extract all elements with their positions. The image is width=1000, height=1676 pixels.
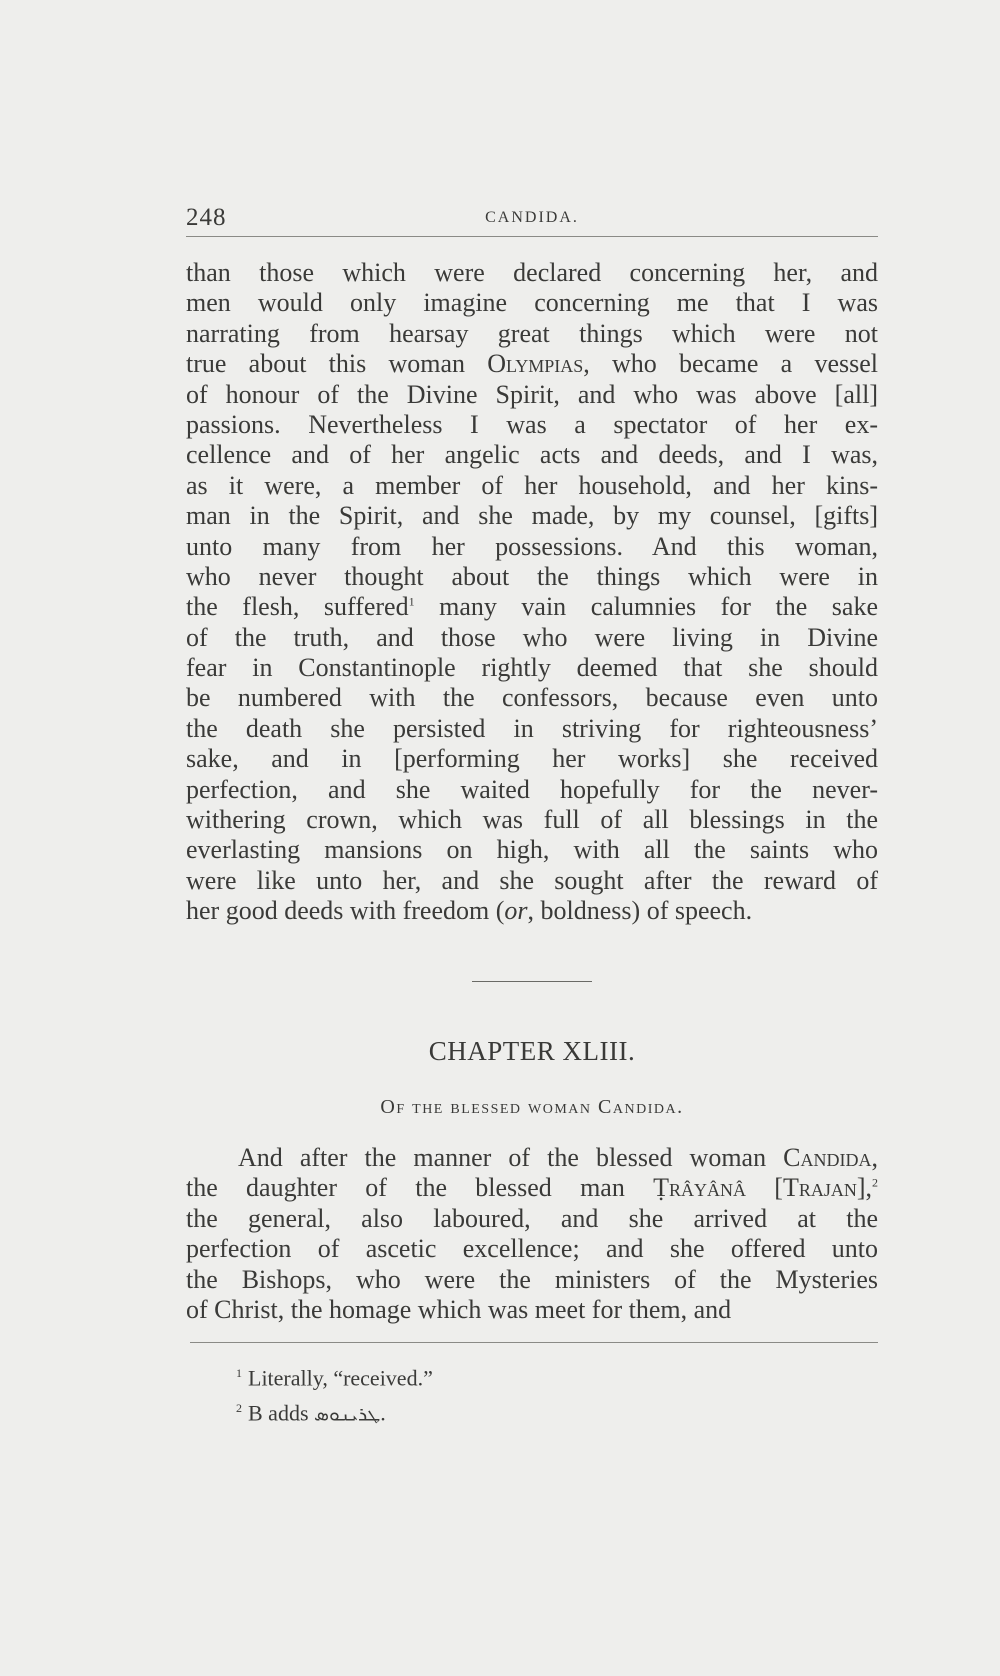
text-line: the death she persisted in striving for righteousness’ [186, 713, 878, 743]
text-line: withering crown, which was full of all blessings in the [186, 805, 878, 835]
text-line: sake, and in [performing her works] she received [186, 744, 878, 774]
footnote-end: . [380, 1400, 386, 1426]
running-head: CANDIDA. [485, 209, 579, 226]
text-line: perfection of ascetic excellence; and she offered unto [186, 1234, 878, 1264]
page-header [186, 202, 878, 237]
text-line: unto many from her possessions. And this woman, [186, 531, 878, 561]
chapter-title: CHAPTER XLIII. [428, 1036, 636, 1066]
text-line: true about this woman Olympias, who became a vessel [186, 349, 878, 379]
text-line: fear in Constantinople rightly deemed that she should [186, 653, 878, 683]
text-line: of honour of the Divine Spirit, and who was above [all] [186, 379, 878, 409]
text-line: And after the manner of the blessed woman Candida, [186, 1143, 878, 1172]
text-line: her good deeds with freedom (or, boldness) of speech. [186, 896, 753, 926]
text-line: as it were, a member of her household, and her kins- [186, 470, 878, 500]
text-line: man in the Spirit, and she made, by my counsel, [gifts] [186, 501, 878, 531]
text-line: cellence and of her angelic acts and deeds, and I was, [186, 440, 878, 470]
footnote-mark: 1 [236, 1366, 242, 1380]
text-line: of Christ, the homage which was meet for them, and [186, 1294, 732, 1324]
text-line: the daughter of the blessed man Ṭrâyânâ [Trajan],$^2$ [186, 1173, 879, 1203]
text-line: everlasting mansions on high, with all the saints who [186, 835, 878, 865]
text-line: perfection, and she waited hopefully for the never- [186, 774, 878, 804]
small-caps-name: Olympias [487, 349, 584, 379]
text-line: were like unto her, and she sought after the reward of [186, 865, 878, 895]
page-number: 248 [186, 204, 227, 231]
text-line: the general, also laboured, and she arrived at the [186, 1203, 878, 1233]
italic-word: or [504, 896, 528, 926]
footnote-rule [190, 1342, 878, 1343]
small-caps-name: Ṭrâyânâ [Trajan] [653, 1173, 866, 1203]
text-line: narrating from hearsay great things which were not [186, 318, 878, 348]
footnote-text: B adds [248, 1400, 309, 1426]
chapter-subtitle: Of the blessed woman Candida. [380, 1096, 684, 1118]
syriac-word: ܛܪܝܢܘܣ [314, 1403, 381, 1426]
text-line: men would only imagine concerning me that I was [186, 288, 878, 318]
paragraph-olympias [186, 258, 878, 927]
text-line: passions. Nevertheless I was a spectator of her ex- [186, 409, 878, 439]
footnote-ref: 2 [872, 1175, 879, 1190]
paragraph-candida [186, 1143, 878, 1325]
footnote-2 [236, 1393, 433, 1429]
text-line: the Bishops, who were the ministers of the Mysteries [186, 1264, 878, 1294]
text-line: who never thought about the things which were in [186, 561, 878, 591]
text-line: the flesh, suffered$^1$ many vain calumnies for the sake [186, 592, 878, 622]
text-line: be numbered with the confessors, because even unto [186, 683, 878, 713]
small-caps-name: Candida [783, 1143, 872, 1172]
footnote-ref: 1 [408, 594, 415, 609]
text-line: of the truth, and those who were living in Divine [186, 622, 878, 652]
footnote-text: Literally, “received.” [248, 1365, 433, 1391]
footnote-1 [236, 1358, 433, 1393]
text-line: than those which were declared concerning her, and [186, 258, 878, 287]
section-divider [472, 981, 592, 982]
footnote-mark: 2 [236, 1401, 242, 1416]
footnotes [236, 1358, 433, 1430]
